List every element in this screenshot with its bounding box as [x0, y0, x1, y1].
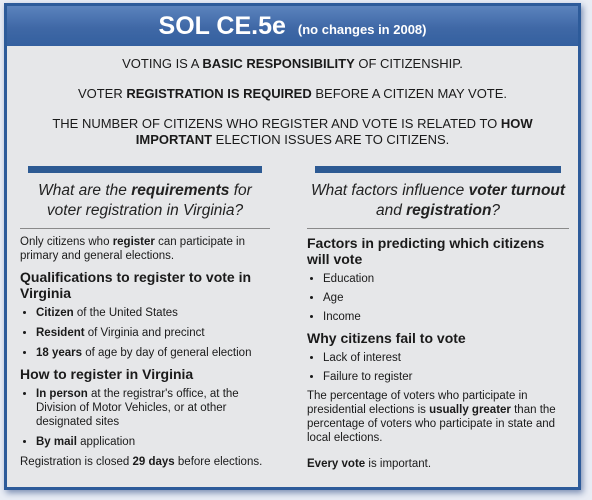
item-text: of age by day of general election	[82, 347, 252, 359]
para-emphasis: usually greater	[429, 404, 511, 416]
list-item	[36, 435, 270, 449]
item-emphasis: 18 years	[36, 347, 83, 359]
registration-lead	[20, 235, 270, 263]
list-item: • Lack of interest	[323, 351, 569, 365]
list-item	[36, 387, 270, 429]
registration-deadline	[20, 455, 270, 469]
list-item: • Education	[323, 272, 569, 286]
question-text-end: for voter registration in Virginia?	[46, 182, 252, 219]
intro-2-emphasis: REGISTRATION IS REQUIRED	[126, 86, 312, 101]
question-text: What factors influence	[310, 182, 469, 199]
intro-statement-2	[7, 86, 578, 102]
factors-list	[307, 272, 569, 324]
how-to-register-list	[20, 387, 270, 449]
turnout-question	[307, 173, 569, 228]
lead-text: Only citizens who	[20, 236, 113, 248]
column-divider-bar	[28, 166, 262, 173]
title-banner	[7, 6, 578, 46]
intro-1-text-end: OF CITIZENSHIP.	[354, 56, 463, 71]
intro-3-text: THE NUMBER OF CITIZENS WHO REGISTER AND VOTE IS RELATED TO	[52, 116, 501, 131]
factors-heading: Factors in predicting which citizens will vote	[307, 235, 545, 267]
question-emphasis-2: registration	[406, 202, 492, 219]
qualifications-heading: Qualifications to register to vote in Virginia	[20, 269, 252, 301]
intro-1-emphasis: BASIC RESPONSIBILITY	[202, 56, 355, 71]
para-text: The percentage of voters who participate in presidential elections is	[307, 390, 528, 416]
list-item: • Age	[323, 291, 569, 305]
item-emphasis: In person	[36, 388, 88, 400]
slide-frame	[4, 3, 581, 490]
intro-2-text-end: BEFORE A CITIZEN MAY VOTE.	[311, 86, 508, 101]
lead-emphasis: register	[112, 236, 155, 248]
participation-paragraph	[307, 389, 569, 445]
intro-statement-1	[7, 56, 578, 72]
intro-1-text: VOTING IS A	[122, 56, 203, 71]
item-emphasis: By mail	[36, 436, 77, 448]
every-vote-text: is important.	[365, 458, 432, 470]
item-text: application	[76, 436, 136, 448]
every-vote-emphasis: Every vote	[307, 458, 366, 470]
slide-subtitle: (no changes in 2008)	[297, 22, 427, 37]
question-emphasis: voter turnout	[468, 182, 566, 199]
deadline-text: Registration is closed	[20, 456, 133, 468]
how-to-register-heading: How to register in Virginia	[20, 366, 194, 382]
item-emphasis: Resident	[36, 327, 85, 339]
column-divider-bar	[315, 166, 561, 173]
fail-to-vote-heading: Why citizens fail to vote	[307, 330, 466, 346]
question-mark: ?	[491, 202, 501, 219]
list-item: • Income	[323, 310, 569, 324]
list-item	[36, 346, 270, 360]
question-emphasis: requirements	[131, 182, 230, 199]
deadline-emphasis: 29 days	[132, 456, 175, 468]
list-item: • Failure to register	[323, 370, 569, 384]
question-text: What are the	[38, 182, 132, 199]
list-item	[36, 326, 270, 340]
intro-3-text-end: ELECTION ISSUES ARE TO CITIZENS.	[212, 132, 450, 147]
item-text: of the United States	[73, 307, 178, 319]
qualifications-list	[20, 306, 270, 360]
list-item	[36, 306, 270, 320]
para-text-end: than the percentage of voters who participate in state and local elections.	[307, 404, 556, 444]
item-text: at the registrar's office, at the Division of Motor Vehicles, or at other designated sites	[36, 388, 239, 428]
item-text: of Virginia and precinct	[84, 327, 205, 339]
question-underline	[307, 228, 569, 229]
question-underline	[20, 228, 270, 229]
lead-text-end: can participate in primary and general elections.	[20, 236, 246, 262]
requirements-column	[20, 166, 270, 469]
fail-to-vote-list	[307, 351, 569, 384]
intro-3-emphasis: HOW IMPORTANT	[135, 116, 533, 147]
intro-2-text: VOTER	[77, 86, 127, 101]
deadline-text-end: before elections.	[174, 456, 263, 468]
requirements-question	[20, 173, 270, 228]
item-emphasis: Citizen	[36, 307, 74, 319]
slide-title: SOL CE.5e	[158, 12, 286, 40]
question-text-mid: and	[375, 202, 407, 219]
intro-statement-3	[7, 116, 578, 148]
turnout-column	[307, 166, 569, 471]
intro-statements	[7, 56, 578, 148]
every-vote-statement	[307, 457, 569, 471]
